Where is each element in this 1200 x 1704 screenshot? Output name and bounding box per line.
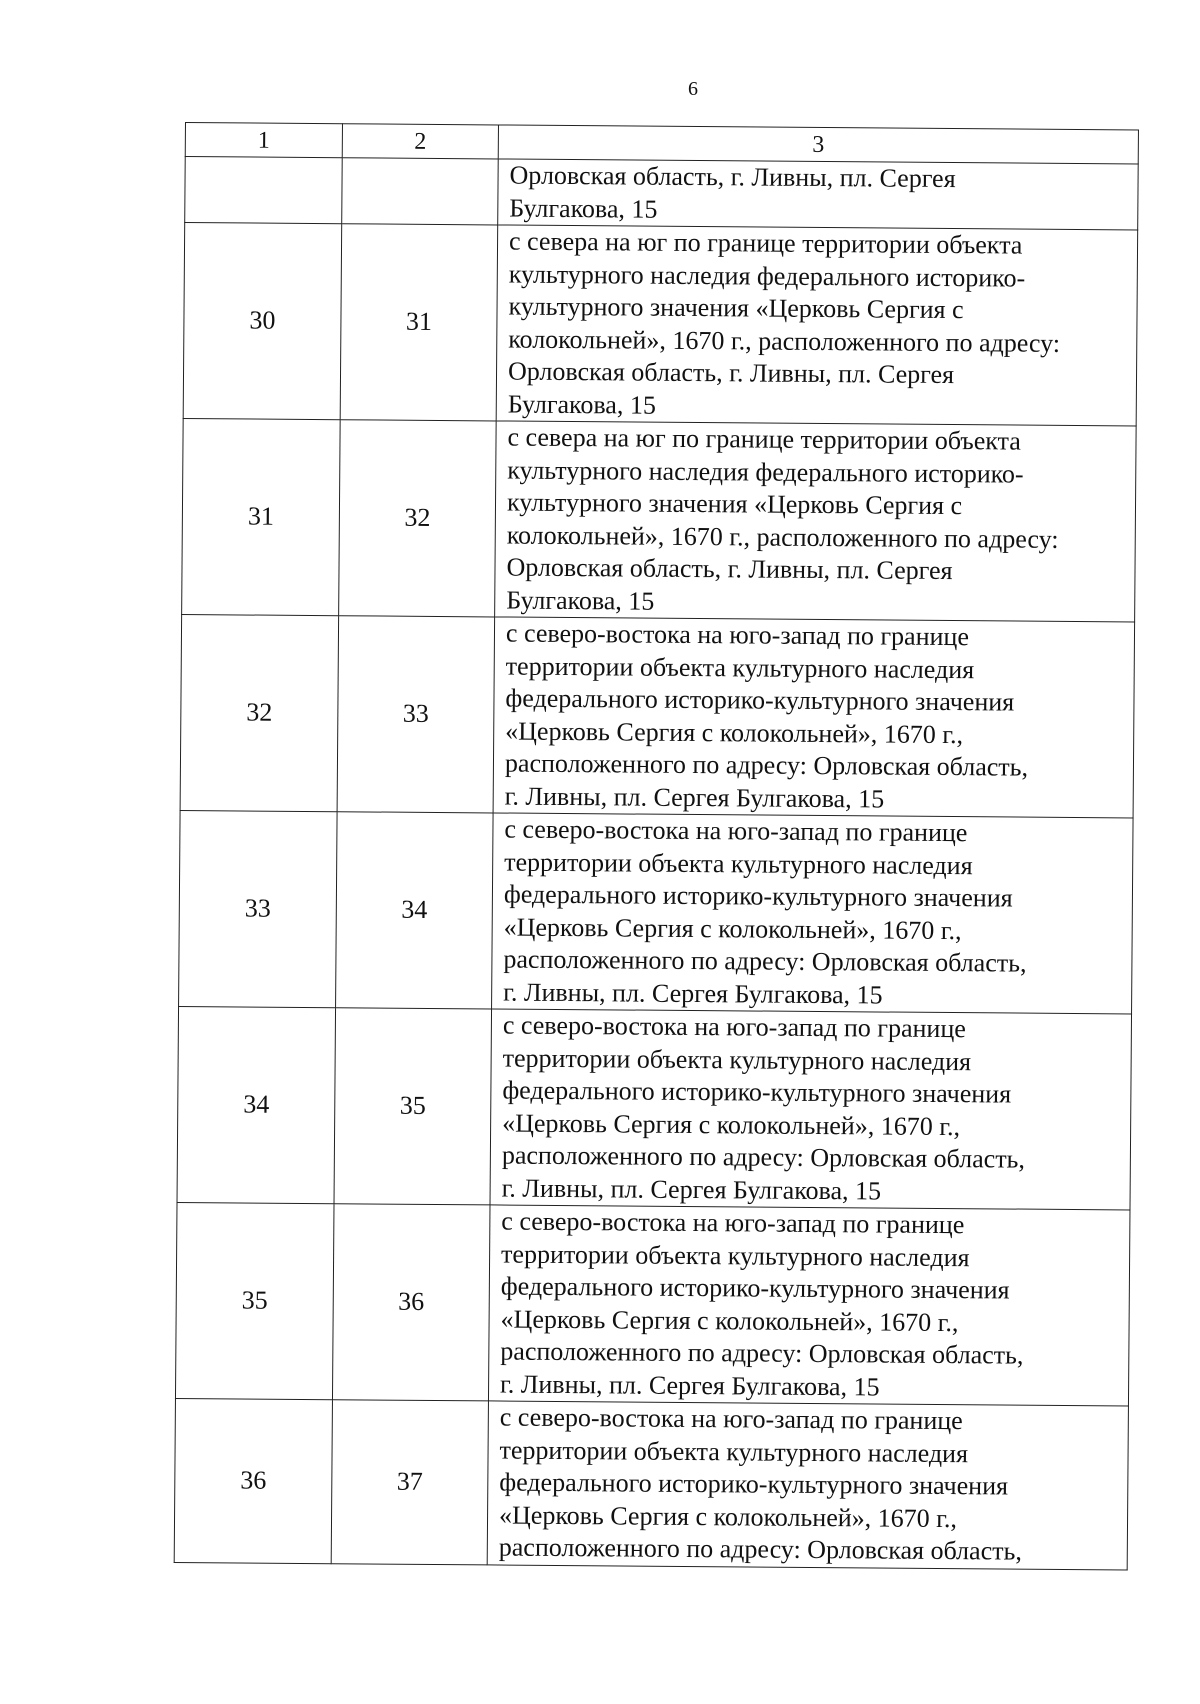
boundary-description-cell: с северо-востока на юго-запад по границе территории объекта культурного наследия федерального историко-культурного значения «Церковь Сергия с колокольней», 1670 г., расположенного по адресу: Орловская область, г. Ливны, пл. Сергея Булгакова, 15	[488, 1205, 1130, 1406]
column-header-1: 1	[185, 123, 342, 158]
column-header-3: 3	[498, 125, 1138, 164]
table-row	[175, 1202, 1130, 1405]
point-from-cell: 30	[183, 223, 342, 420]
table-row	[183, 223, 1138, 426]
point-from-cell: 31	[182, 418, 341, 615]
column-header-2: 2	[342, 124, 498, 159]
table-row	[185, 157, 1138, 230]
boundary-description-cell: с севера на юг по границе территории объекта культурного наследия федерального историко- культурного значения «Церковь Сергия с колокольней», 1670 г., расположенного по адресу: Орловская область, г. Ливны, пл. Сергея Булгакова, 15	[495, 421, 1137, 622]
point-from-cell: 33	[179, 810, 338, 1007]
table-row	[180, 614, 1135, 817]
point-to-cell: 37	[331, 1400, 488, 1565]
boundary-description-cell: с северо-востока на юго-запад по границе территории объекта культурного наследия федерального историко-культурного значения «Церковь Сергия с колокольней», 1670 г., расположенного по адресу: Орловская область, г. Ливны, пл. Сергея Булгакова, 15	[493, 617, 1135, 818]
table-row	[174, 1398, 1128, 1569]
point-to-cell: 36	[332, 1204, 490, 1401]
point-from-cell: 36	[174, 1398, 332, 1563]
point-to-cell: 31	[340, 224, 498, 421]
point-from-cell: 32	[180, 614, 339, 811]
boundary-description-cell: с севера на юг по границе территории объекта культурного наследия федерального историко- культурного значения «Церковь Сергия с колокольней», 1670 г., расположенного по адресу: Орловская область, г. Ливны, пл. Сергея Булгакова, 15	[496, 225, 1138, 426]
table-row	[182, 418, 1137, 621]
point-to-cell	[342, 158, 499, 225]
point-to-cell: 33	[337, 616, 495, 813]
boundary-description-cell: с северо-востока на юго-запад по границе территории объекта культурного наследия федерального историко-культурного значения «Церковь Сергия с колокольней», 1670 г., расположенного по адресу: Орловская область, г. Ливны, пл. Сергея Булгакова, 15	[490, 1009, 1132, 1210]
point-to-cell: 32	[339, 420, 497, 617]
point-to-cell: 34	[336, 812, 494, 1009]
boundary-description-cell: с северо-востока на юго-запад по границе территории объекта культурного наследия федерального историко-культурного значения «Церковь Сергия с колокольней», 1670 г., расположенного по адресу: Орловская область, г. Ливны, пл. Сергея Булгакова, 15	[492, 813, 1134, 1014]
boundary-description-cell: Орловская область, г. Ливны, пл. Сергея Булгакова, 15	[498, 159, 1138, 230]
table-row	[177, 1006, 1132, 1209]
point-to-cell: 35	[334, 1008, 492, 1205]
table-row	[179, 810, 1134, 1013]
point-from-cell	[185, 157, 343, 224]
page-number: 6	[688, 78, 698, 100]
boundary-description-cell: с северо-востока на юго-запад по границе территории объекта культурного наследия федерального историко-культурного значения «Церковь Сергия с колокольней», 1670 г., расположенного по адресу: Орловская область,	[487, 1401, 1128, 1570]
point-from-cell: 35	[175, 1202, 334, 1399]
boundary-table	[174, 122, 1139, 1570]
point-from-cell: 34	[177, 1006, 336, 1203]
